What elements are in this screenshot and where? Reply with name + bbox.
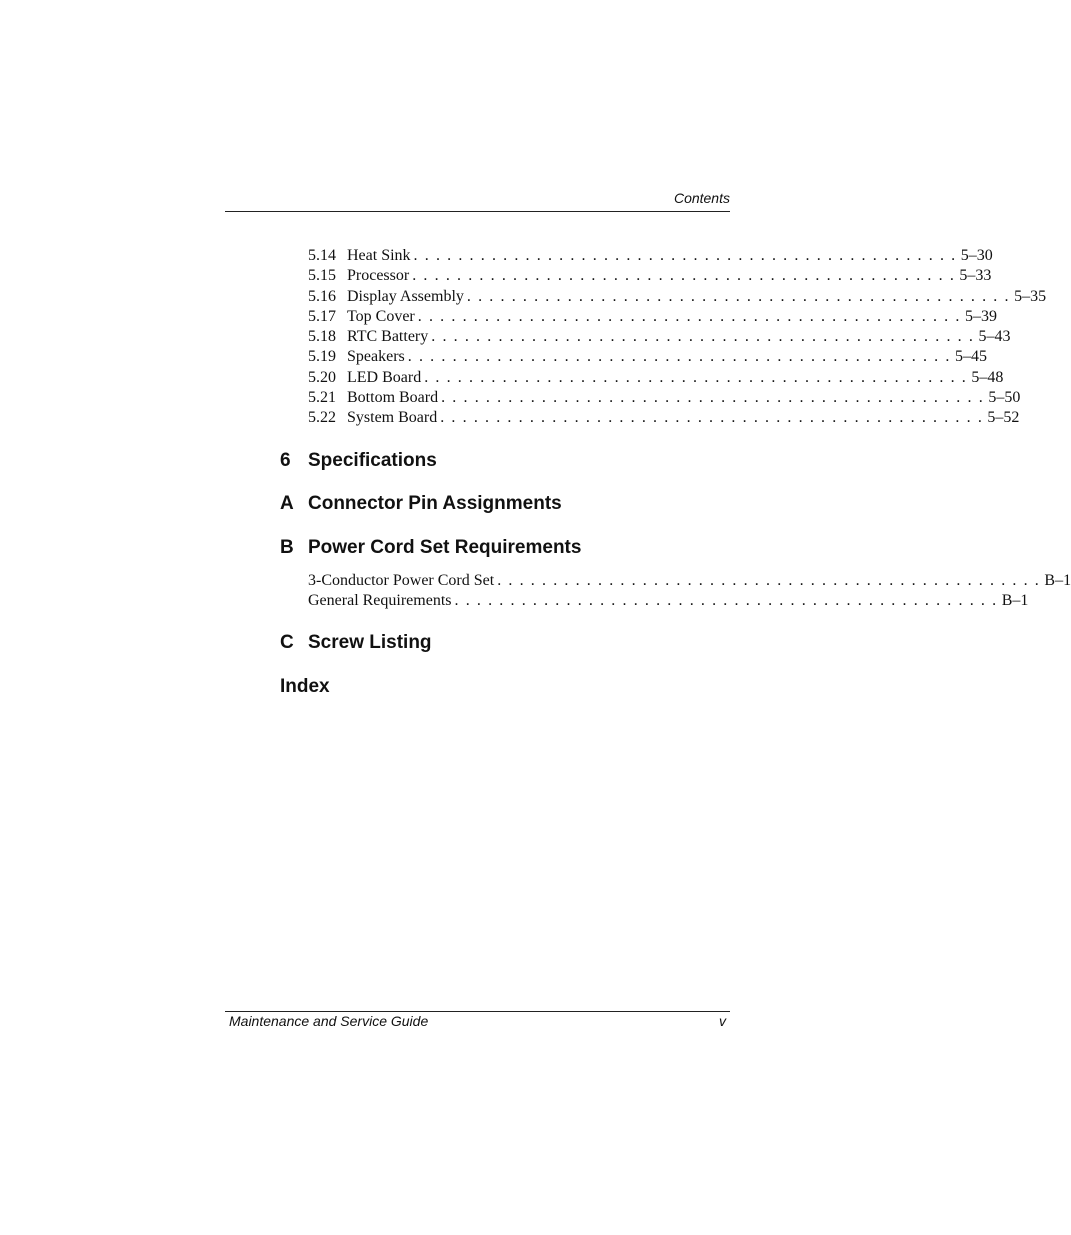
toc-entry-number: 5.22 bbox=[308, 409, 336, 427]
dot-leader: . . . . . . . . . . . . . . . . . . . . . . . . . . . . . . . . . . . . . . . . . . . . . . . . . bbox=[440, 409, 984, 427]
dot-leader: . . . . . . . . . . . . . . . . . . . . . . . . . . . . . . . . . . . . . . . . . . . . . . . . . bbox=[466, 287, 1011, 305]
chapter-title: Power Cord Set Requirements bbox=[308, 537, 582, 558]
header-rule bbox=[225, 211, 730, 212]
chapter-label: C bbox=[280, 632, 294, 653]
toc-entry-number: 5.16 bbox=[308, 287, 336, 305]
toc-entry-5-21[interactable] bbox=[308, 389, 1021, 409]
toc-entry-5-14[interactable] bbox=[308, 247, 993, 267]
running-head: Contents bbox=[673, 190, 730, 206]
toc-entry-5-22[interactable] bbox=[308, 409, 1020, 429]
toc-entry-5-15[interactable] bbox=[308, 267, 992, 287]
dot-leader: . . . . . . . . . . . . . . . . . . . . . . . . . . . . . . . . . . . . . . . . . . . . . . . . . bbox=[417, 307, 961, 325]
toc-entry-page: 5–43 bbox=[978, 328, 1011, 346]
toc-entry-title: Bottom Board bbox=[347, 389, 439, 407]
dot-leader: . . . . . . . . . . . . . . . . . . . . . . . . . . . . . . . . . . . . . . . . . . . . . . . . . bbox=[412, 267, 956, 285]
toc-entry-5-17[interactable] bbox=[308, 307, 997, 328]
toc-entry-number: 5.21 bbox=[308, 389, 336, 407]
chapter-title: Connector Pin Assignments bbox=[308, 493, 562, 514]
toc-entry-page: 5–48 bbox=[971, 368, 1004, 386]
toc-chapter-c[interactable] bbox=[280, 632, 432, 654]
toc-section-list-ch-b bbox=[308, 572, 1071, 613]
toc-entry-number: 5.15 bbox=[308, 267, 336, 285]
chapter-label: A bbox=[280, 493, 294, 514]
toc-entry-title: RTC Battery bbox=[347, 328, 429, 346]
chapter-title: Index bbox=[280, 676, 330, 697]
toc-entry-page: 5–50 bbox=[988, 389, 1021, 407]
toc-entry-title: Heat Sink bbox=[347, 247, 411, 264]
toc-entry-5-18[interactable] bbox=[308, 328, 1011, 348]
toc-entry-title: LED Board bbox=[347, 368, 422, 386]
toc-chapter-6[interactable] bbox=[280, 450, 437, 472]
dot-leader: . . . . . . . . . . . . . . . . . . . . . . . . . . . . . . . . . . . . . . . . . . . . . . . . . bbox=[454, 592, 998, 610]
toc-section-list-ch5 bbox=[308, 247, 1047, 430]
toc-entry-general-requirements[interactable] bbox=[308, 592, 1029, 612]
dot-leader: . . . . . . . . . . . . . . . . . . . . . . . . . . . . . . . . . . . . . . . . . . . . . . . . . bbox=[413, 247, 957, 264]
chapter-label: 6 bbox=[280, 450, 291, 471]
toc-index[interactable] bbox=[280, 676, 330, 698]
toc-entry-title: Display Assembly bbox=[347, 287, 464, 305]
toc-entry-title: Top Cover bbox=[347, 307, 415, 325]
toc-entry-page: 5–39 bbox=[964, 307, 997, 325]
toc-entry-page: B–1 bbox=[1001, 592, 1029, 610]
toc-entry-number: 5.19 bbox=[308, 348, 336, 366]
footer-rule bbox=[225, 1011, 730, 1012]
toc-entry-page: 5–45 bbox=[954, 348, 987, 366]
chapter-title: Screw Listing bbox=[308, 632, 432, 653]
dot-leader: . . . . . . . . . . . . . . . . . . . . . . . . . . . . . . . . . . . . . . . . . . . . . . . . . bbox=[441, 389, 985, 407]
toc-entry-number: 5.17 bbox=[308, 307, 336, 325]
toc-entry-title: Processor bbox=[347, 267, 410, 285]
page-footer bbox=[229, 1013, 726, 1029]
toc-entry-title: 3-Conductor Power Cord Set bbox=[308, 572, 495, 589]
toc-entry-title: System Board bbox=[347, 409, 438, 427]
toc-entry-page: 5–35 bbox=[1014, 287, 1047, 305]
toc-entry-5-16[interactable] bbox=[308, 287, 1047, 308]
toc-entry-3-conductor-power-cord-set[interactable] bbox=[308, 572, 1071, 592]
dot-leader: . . . . . . . . . . . . . . . . . . . . . . . . . . . . . . . . . . . . . . . . . . . . . . . . . bbox=[497, 572, 1041, 589]
toc-entry-page: B–1 bbox=[1044, 572, 1071, 589]
toc-entry-title: Speakers bbox=[347, 348, 405, 366]
toc-chapter-b[interactable] bbox=[280, 537, 581, 559]
dot-leader: . . . . . . . . . . . . . . . . . . . . . . . . . . . . . . . . . . . . . . . . . . . . . . . . . bbox=[431, 328, 975, 346]
toc-chapter-a[interactable] bbox=[280, 493, 562, 515]
chapter-label: B bbox=[280, 537, 294, 558]
toc-entry-title: General Requirements bbox=[308, 592, 452, 610]
chapter-title: Specifications bbox=[308, 450, 437, 471]
toc-entry-number: 5.18 bbox=[308, 328, 336, 346]
page-number: v bbox=[719, 1013, 726, 1029]
dot-leader: . . . . . . . . . . . . . . . . . . . . . . . . . . . . . . . . . . . . . . . . . . . . . . . . . bbox=[424, 368, 968, 386]
toc-entry-5-20[interactable] bbox=[308, 368, 1004, 389]
toc-entry-number: 5.20 bbox=[308, 368, 336, 386]
toc-entry-number: 5.14 bbox=[308, 247, 336, 264]
dot-leader: . . . . . . . . . . . . . . . . . . . . . . . . . . . . . . . . . . . . . . . . . . . . . . . . . bbox=[407, 348, 951, 366]
toc-entry-page: 5–33 bbox=[959, 267, 992, 285]
toc-entry-page: 5–52 bbox=[987, 409, 1020, 427]
toc-entry-page: 5–30 bbox=[960, 247, 993, 264]
footer-title: Maintenance and Service Guide bbox=[229, 1013, 429, 1029]
toc-entry-5-19[interactable] bbox=[308, 348, 987, 368]
